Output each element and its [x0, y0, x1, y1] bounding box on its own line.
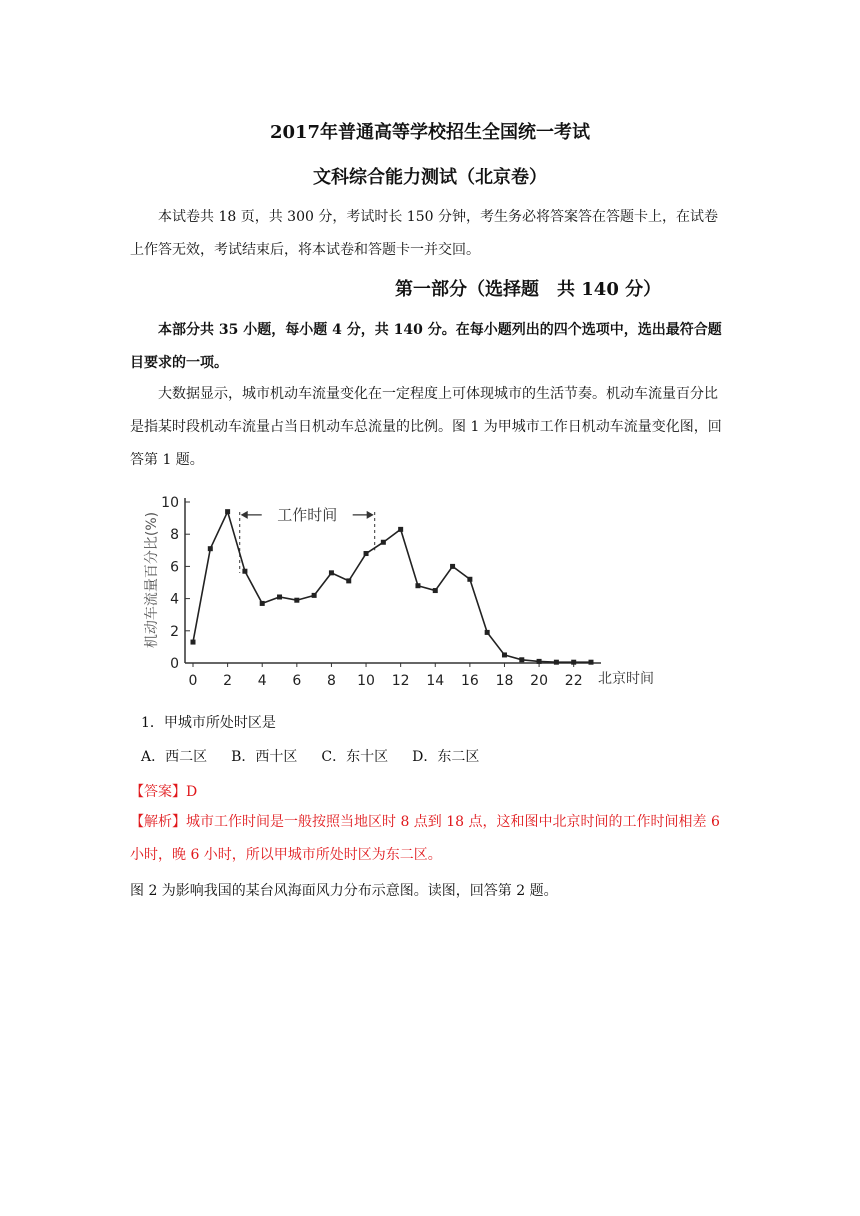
x-tick-label: 0: [188, 673, 198, 689]
intro-paragraph: 本试卷共 18 页，共 300 分，考试时长 150 分钟，考生务必将答案答在答题卡上，在试卷上作答无效，考试结束后，将本试卷和答题卡一并交回。: [130, 209, 718, 258]
x-tick-label: 14: [426, 673, 445, 689]
y-tick-label: 8: [170, 527, 179, 544]
analysis-text: 城市工作时间是一般按照当地区时 8 点到 18 点，这和图中北京时间的工作时间相差 6 小时，晚 6 小时，所以甲城市所处时区为东二区。: [130, 814, 720, 863]
data-point: [312, 593, 317, 598]
work-hours-annotation: 工作时间: [277, 505, 338, 524]
question-context: 大数据显示，城市机动车流量变化在一定程度上可体现城市的生活节奏。机动车流量百分比是指某时段机动车流量占当日机动车总流量的比例。图 1 为甲城市工作日机动车流量变化图，回答第 1 题。: [130, 386, 722, 468]
data-point: [364, 551, 369, 556]
data-point: [571, 660, 576, 665]
question-1: 1．甲城市所处时区是: [141, 715, 276, 731]
y-tick-label: 0: [170, 656, 179, 672]
y-tick-label: 2: [170, 623, 179, 640]
option-a[interactable]: A．西二区: [141, 749, 208, 765]
section-heading: 第一部分（选择题 共 140 分）: [395, 279, 662, 300]
data-point: [398, 527, 403, 532]
x-tick-label: 12: [391, 673, 410, 689]
analysis-paragraph: [130, 806, 735, 872]
x-tick-label: 22: [564, 673, 583, 689]
option-b[interactable]: B．西十区: [231, 749, 298, 765]
data-point: [191, 640, 196, 645]
data-point: [260, 601, 265, 606]
x-tick-label: 4: [257, 673, 267, 689]
data-point: [329, 570, 334, 575]
data-point: [450, 564, 455, 569]
x-tick-label: 10: [357, 673, 375, 689]
x-tick-label: 20: [530, 673, 549, 689]
series-line: [193, 512, 591, 663]
data-point: [277, 594, 282, 599]
x-tick-label: 6: [292, 673, 302, 689]
data-point: [485, 630, 490, 635]
x-tick-label: 2: [223, 673, 233, 689]
option-d[interactable]: D．东二区: [412, 749, 480, 765]
y-tick-label: 10: [161, 495, 179, 511]
traffic-flow-chart: [130, 480, 690, 695]
y-tick-label: 4: [170, 591, 179, 608]
x-tick-label: 16: [460, 673, 479, 689]
data-point: [554, 660, 559, 665]
section-instructions: 本部分共 35 小题，每小题 4 分，共 140 分。在每小题列出的四个选项中，选出最符合题目要求的一项。: [130, 322, 722, 371]
analysis-label: 【解析】: [130, 814, 186, 830]
exam-subtitle: 文科综合能力测试（北京卷）: [313, 167, 547, 188]
answer-value: D: [186, 784, 198, 800]
data-point: [225, 509, 230, 514]
answer-line: [130, 781, 197, 801]
data-point: [415, 583, 420, 588]
figure-2-intro: 图 2 为影响我国的某台风海面风力分布示意图。读图，回答第 2 题。: [130, 883, 558, 899]
y-tick-label: 6: [170, 559, 179, 576]
x-axis-label: 北京时间: [598, 671, 654, 687]
data-point: [502, 652, 507, 657]
data-point: [294, 598, 299, 603]
data-point: [242, 569, 247, 574]
data-point: [589, 660, 594, 665]
data-point: [433, 588, 438, 593]
arrow-right-icon: [367, 511, 374, 519]
exam-title: 2017年普通高等学校招生全国统一考试: [269, 122, 591, 143]
answer-label: 【答案】: [130, 784, 186, 800]
arrow-left-icon: [241, 511, 248, 519]
data-point: [519, 657, 524, 662]
data-point: [208, 546, 213, 551]
data-point: [346, 578, 351, 583]
x-tick-label: 18: [495, 673, 514, 689]
x-tick-label: 8: [326, 673, 336, 689]
y-axis-label: 机动车流量百分比(%): [144, 511, 160, 649]
data-point: [381, 540, 386, 545]
data-point: [467, 577, 472, 582]
answer-options: [141, 746, 479, 766]
option-c[interactable]: C．东十区: [321, 749, 389, 765]
data-point: [537, 659, 542, 664]
